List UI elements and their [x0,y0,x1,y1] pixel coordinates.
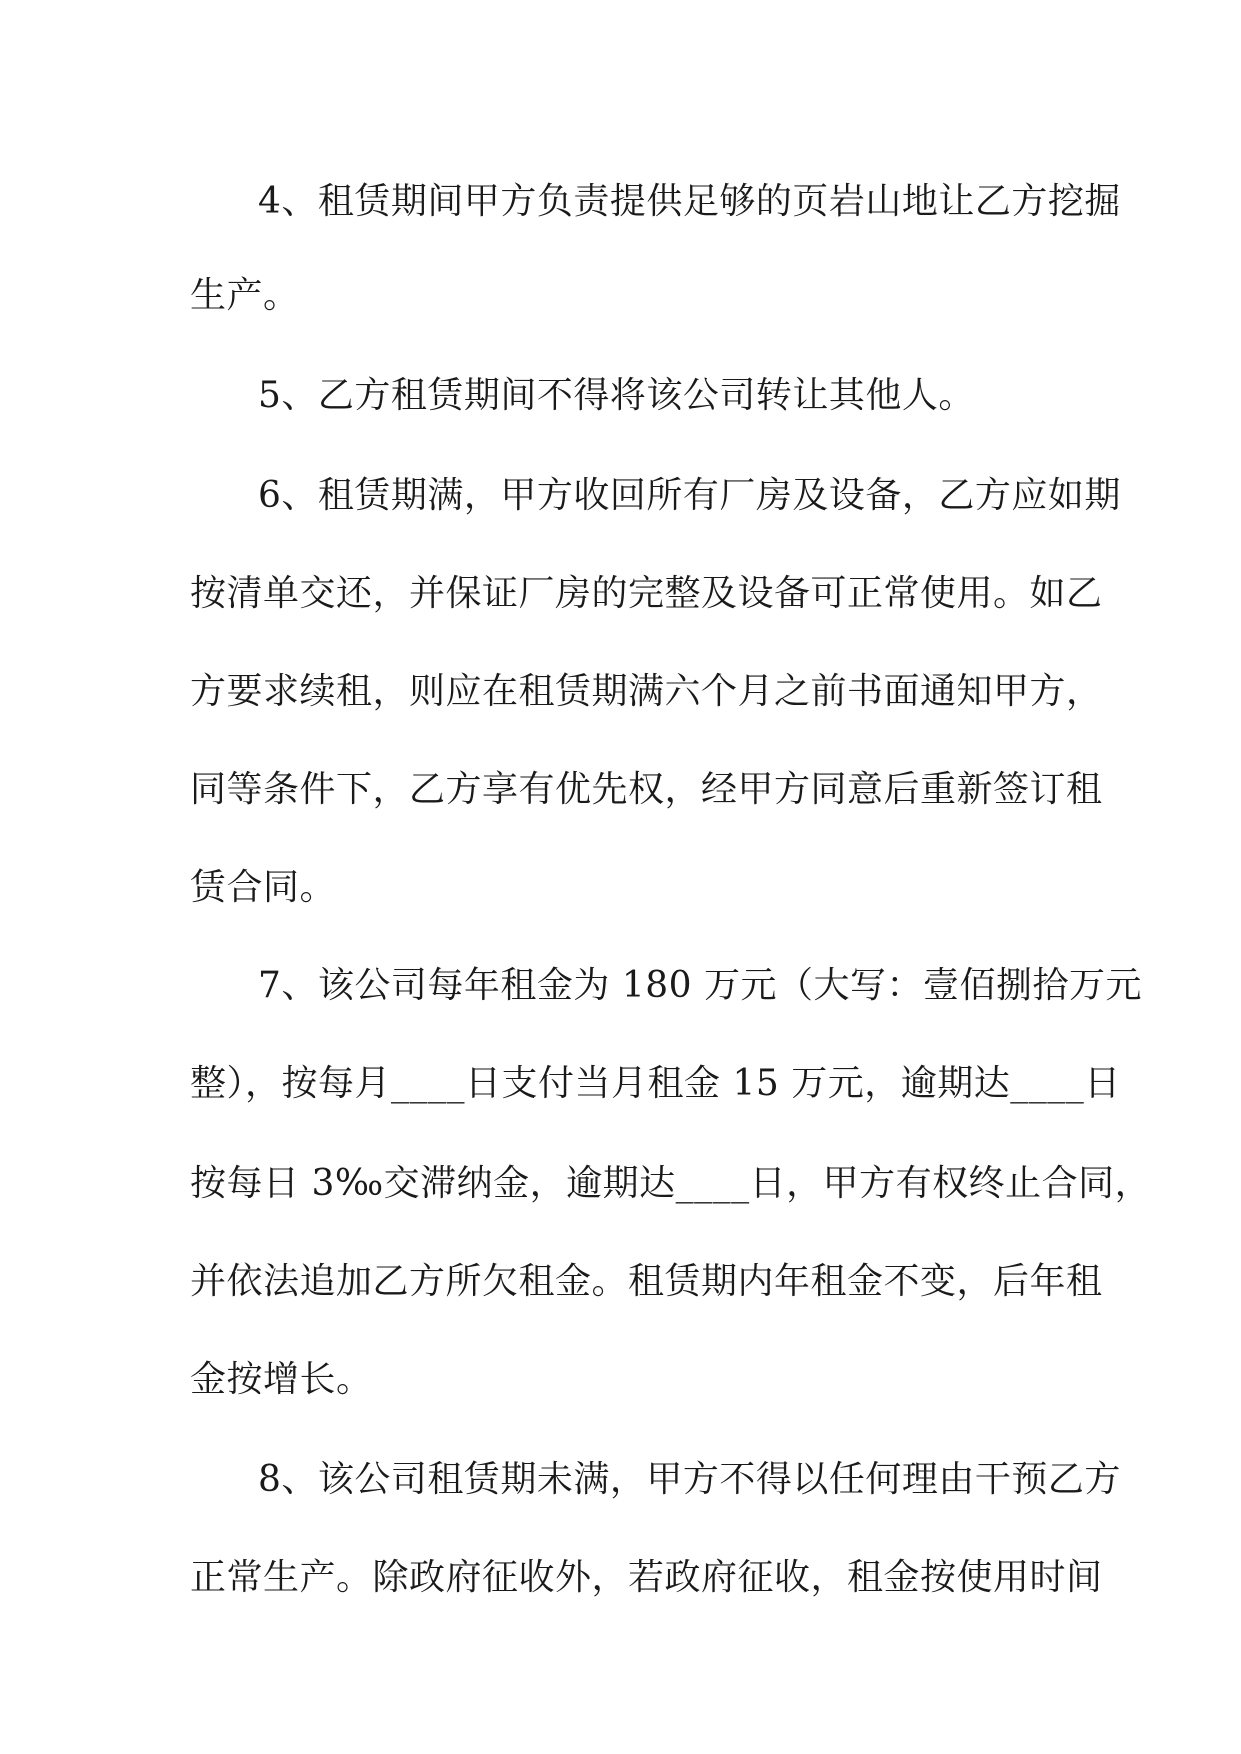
clause-8-line-2: 正常生产。除政府征收外，若政府征收，租金按使用时间 [190,1557,1103,1598]
clause-7-line-5: 金按增长。 [190,1359,373,1400]
clause-6-line-3: 方要求续租，则应在租赁期满六个月之前书面通知甲方， [190,671,1103,712]
clause-8-line-1: 8、该公司租赁期未满，甲方不得以任何理由干预乙方 [258,1459,1121,1500]
clause-5-line-1: 5、乙方租赁期间不得将该公司转让其他人。 [258,375,975,416]
clause-6-line-4: 同等条件下，乙方享有优先权，经甲方同意后重新签订租 [190,769,1103,810]
clause-4-line-2: 生产。 [190,275,300,316]
clause-6-line-5: 赁合同。 [190,867,337,908]
clause-7-line-1: 7、该公司每年租金为 180 万元（大写：壹佰捌拾万元 [258,965,1143,1006]
clause-7-line-2: 整），按每月____日支付当月租金 15 万元，逾期达____日 [190,1063,1121,1104]
clause-7-line-4: 并依法追加乙方所欠租金。租赁期内年租金不变，后年租 [190,1261,1103,1302]
clause-7-line-3: 按每日 3‰交滞纳金，逾期达____日，甲方有权终止合同， [190,1163,1152,1204]
clause-6-line-1: 6、租赁期满，甲方收回所有厂房及设备，乙方应如期 [258,475,1121,516]
clause-4-line-1: 4、租赁期间甲方负责提供足够的页岩山地让乙方挖掘 [258,181,1121,222]
clause-6-line-2: 按清单交还，并保证厂房的完整及设备可正常使用。如乙 [190,573,1103,614]
